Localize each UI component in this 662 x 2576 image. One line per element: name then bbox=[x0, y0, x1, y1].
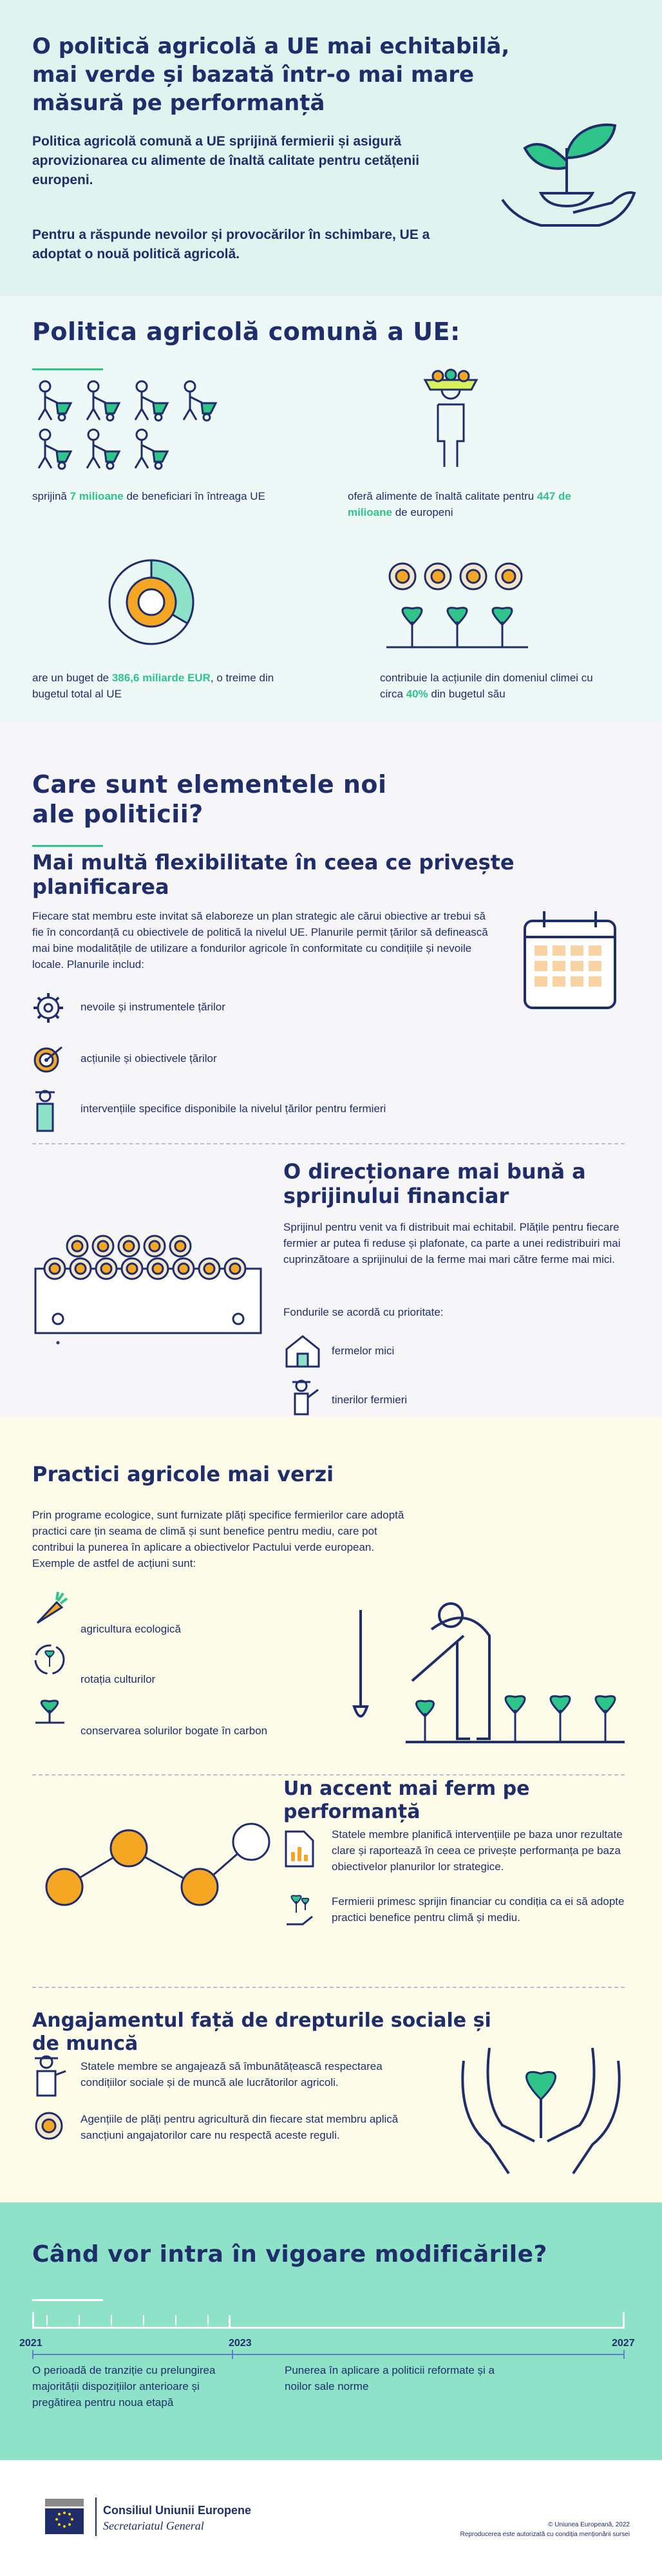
flex-item-1: nevoile și instrumentele țărilor bbox=[80, 1001, 225, 1013]
intro-paragraph-2: Pentru a răspunde nevoilor și provocărilor în schimbare, UE a adoptat o nouă politică agricolă. bbox=[32, 227, 430, 261]
phase-transition: O perioadă de tranziție cu prelungirea majorității dispozițiilor anterioare și pregătirea pentru noua etapă bbox=[32, 2364, 216, 2409]
new-elements-heading: Care sunt elementele noi ale politicii? bbox=[32, 770, 387, 828]
finance-priority: Fondurile se acordă cu prioritate: bbox=[283, 1306, 444, 1318]
farmers-with-wheelbarrows-icon bbox=[32, 380, 225, 477]
green-text: Prin programe ecologice, sunt furnizate plăți specifice fermierilor care adoptă practici care țin seama de climă și sunt benefice pentru mediu, care pot contribui la punerea în aplicare a obiectivelor Pactului verde european. Exemple de astfel de acțiuni sunt: bbox=[32, 1509, 404, 1569]
small-farm-icon bbox=[283, 1333, 322, 1368]
council-logo-icon bbox=[45, 2499, 90, 2544]
two-hands-plant-icon bbox=[451, 2035, 631, 2177]
timeline-bar bbox=[32, 2312, 625, 2329]
young-farmer-icon bbox=[290, 1378, 322, 1417]
intro-paragraph-1: Politica agricolă comună a UE sprijină fermierii și asigură aprovizionarea cu alimente de înaltă calitate pentru cetățenii europeni. bbox=[32, 134, 420, 187]
social-item-1: Statele membre se angajează să îmbunătățească respectarea condițiilor sociale și de muncă ale lucrătorilor agricoli. bbox=[80, 2060, 383, 2088]
social-title: Angajamentul față de drepturile sociale și de muncă bbox=[32, 2009, 491, 2055]
social-item-2: Agențiile de plăți pentru agricultură din fiecare stat membru aplică sancțiuni angajatorilor care nu respectă aceste reguli. bbox=[80, 2113, 399, 2141]
farmer-planting-icon bbox=[354, 1597, 625, 1745]
perf-item-1: Statele membre planifică intervențiile pe baza unor rezultate clare și raportează în ceea ce privește performanța pe baza obiectivelor planurilor lor strategice. bbox=[332, 1828, 623, 1873]
finance-title: O direcționare mai bună a sprijinului financiar bbox=[283, 1159, 586, 1208]
stat-climate: contribuie la acțiunile din domeniul climei cu circa 40% din bugetul său bbox=[380, 672, 593, 700]
org-name: Consiliul Uniunii Europene bbox=[103, 2504, 252, 2517]
green-item-1: agricultura ecologică bbox=[80, 1623, 181, 1635]
cap-heading: Politica agricolă comună a UE: bbox=[32, 317, 460, 346]
year-2023: 2023 bbox=[229, 2338, 252, 2349]
heading-underline bbox=[32, 845, 103, 847]
hand-watering-icon bbox=[283, 1893, 319, 1929]
greener-section bbox=[0, 1417, 662, 2202]
flex-item-2: acțiunile și obiectivele țărilor bbox=[80, 1052, 217, 1065]
coin-stacks-icon bbox=[32, 1230, 264, 1294]
perf-item-2: Fermierii primesc sprijin financiar cu condiția ca ei să adopte practici benefice pentru climă și mediu. bbox=[332, 1895, 625, 1924]
stat-beneficiaries: sprijină 7 milioane de beneficiari în întreaga UE bbox=[32, 490, 265, 502]
perf-title: Un accent mai ferm pe performanță bbox=[283, 1777, 530, 1823]
coin-target-icon bbox=[32, 2109, 68, 2145]
finance-item-1: fermelor mici bbox=[332, 1345, 395, 1357]
heading-underline bbox=[32, 368, 103, 370]
timeline-heading: Când vor intra în vigoare modificările? bbox=[32, 2241, 547, 2268]
reproduction-notice: Reproducerea este autorizată cu condiția menționării sursei bbox=[460, 2531, 630, 2538]
phase-implementation: Punerea în aplicare a politicii reformate și a noilor sale norme bbox=[285, 2364, 495, 2392]
flex-title: Mai multă flexibilitate în ceea ce privește planificarea bbox=[32, 850, 515, 899]
new-elements-section bbox=[0, 721, 662, 1417]
header-section bbox=[0, 0, 662, 296]
timeline-section bbox=[0, 2202, 662, 2460]
stat-europeans: oferă alimente de înaltă calitate pentru 447 de milioane de europeni bbox=[348, 490, 571, 518]
footer-section bbox=[0, 2460, 662, 2576]
rotation-icon bbox=[32, 1642, 68, 1678]
copyright: © Uniunea Europeană, 2022 bbox=[548, 2521, 630, 2528]
green-title: Practici agricole mai verzi bbox=[32, 1462, 334, 1486]
coins-and-plants-icon bbox=[386, 560, 528, 657]
worker-icon bbox=[32, 2054, 68, 2099]
soil-plant-icon bbox=[32, 1694, 68, 1729]
org-subtitle: Secretariatul General bbox=[103, 2519, 204, 2532]
gear-icon bbox=[32, 992, 64, 1024]
report-document-icon bbox=[283, 1829, 316, 1869]
timeline-tick bbox=[229, 2315, 231, 2329]
hand-with-seedling-icon bbox=[496, 109, 638, 238]
divider bbox=[32, 1987, 625, 1988]
divider bbox=[32, 1143, 625, 1144]
finance-text: Sprijinul pentru venit va fi distribuit mai echitabil. Plățile pentru fiecare fermier ar putea fi reduse și plafonate, ca parte a unei redistribuiri mai cuprinzătoare a sprijinului de la ferme mai mari către ferme mai mici. bbox=[283, 1221, 621, 1265]
year-2021: 2021 bbox=[19, 2338, 43, 2349]
year-2027: 2027 bbox=[612, 2338, 635, 2349]
farmer-icon bbox=[32, 1088, 64, 1133]
flex-item-3: intervențiile specifice disponibile la nivelul țărilor pentru fermieri bbox=[80, 1103, 386, 1115]
stat-budget: are un buget de 386,6 miliarde EUR, o treime din bugetul total al UE bbox=[32, 672, 274, 700]
performance-chart-icon bbox=[39, 1803, 270, 1932]
finance-item-2: tinerilor fermieri bbox=[332, 1394, 408, 1406]
budget-pie-icon bbox=[103, 554, 200, 650]
target-icon bbox=[32, 1043, 64, 1075]
page-title: O politică agricolă a UE mai echitabilă, mai verde și bazată într-o mai mare măsură pe performanță bbox=[32, 33, 510, 116]
farmer-with-produce-icon bbox=[412, 361, 489, 470]
carrot-icon bbox=[32, 1591, 68, 1626]
green-item-2: rotația culturilor bbox=[80, 1673, 156, 1685]
calendar-icon bbox=[522, 908, 618, 1011]
heading-underline bbox=[32, 2299, 103, 2301]
divider bbox=[32, 1774, 625, 1776]
flex-text: Fiecare stat membru este invitat să elaboreze un plan strategic ale cărui obiective ar trebui să fie în concordanță cu obiectivele de politică la nivelul UE. Planurile permit țărilor să definească mai bine modalitățile de utilizare a fondurilor agricole în conformitate cu condițiile și nevoile locale. Planurile includ: bbox=[32, 910, 488, 971]
green-item-3: conservarea solurilor bogate în carbon bbox=[80, 1725, 268, 1737]
cap-section bbox=[0, 296, 662, 721]
